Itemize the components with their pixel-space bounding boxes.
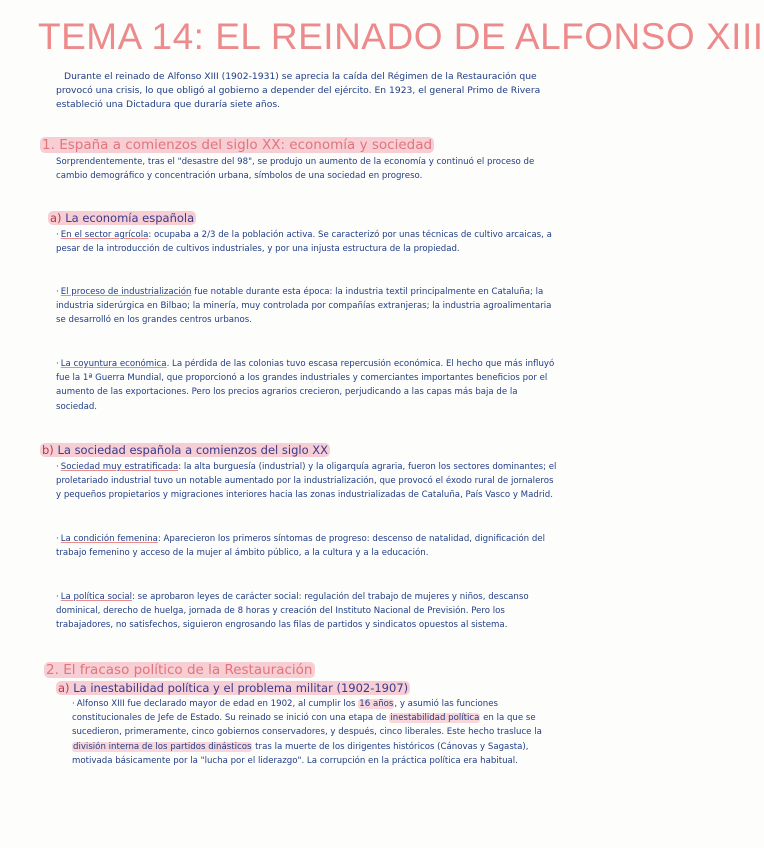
bullet-lead: La condición femenina	[60, 534, 158, 544]
bullet-text: : ocupaba a 2/3 de la población activa. Se caracterizó por unas técnicas de cultivo arcaicas, a pesar de la introducción de cultivos industriales, y por una injusta estructura de la propiedad.	[56, 230, 552, 255]
intro-paragraph	[56, 70, 556, 112]
section-1-number: 1.	[42, 137, 55, 153]
highlighted-text: 16 años	[359, 699, 394, 709]
section-1-intro: Sorprendentemente, tras el "desastre del 98", se produjo un aumento de la economía y continuó el proceso de cambio demográfico y concentración urbana, símbolos de una sociedad en progreso.	[56, 157, 535, 182]
section-1-title: España a comienzos del siglo XX: economía y sociedad	[59, 137, 433, 153]
bullet-lead: La política social	[60, 592, 132, 602]
bullet-politica-social: · La política social: se aprobaron leyes de carácter social: regulación del trabajo de mujeres y niños, descanso dominical, derecho de huelga, jornada de 8 horas y creación del Instituto Nacional de Previsión. Pero los trabajadores, no satisfechos, siguieron engrosando las filas de partidos y sindicatos opuestos al sistema.	[56, 592, 529, 631]
bullet-text: . La pérdida de las colonias tuvo escasa repercusión económica. El hecho que más influyó fue la 1ª Guerra Mundial, que proporcionó a los grandes industriales y comerciantes importantes beneficios por el aumento de las exportaciones. Pero los precios agrarios crecieron, perjudicando a las capas más baja de la sociedad.	[56, 359, 555, 412]
bullet-agricultura: · En el sector agrícola: ocupaba a 2/3 de la población activa. Se caracterizó por unas técnicas de cultivo arcaicas, a pesar de la introducción de cultivos industriales, y por una injusta estructura de la propiedad.	[56, 230, 552, 255]
text-part: tras la muerte de los dirigentes históricos (Cánovas y Sagasta), motivada básicamente por la "lucha por el liderazgo". La corrupción en la práctica política era habitual.	[72, 741, 529, 766]
subsection-2a-heading	[56, 680, 410, 696]
bullet-lead: El proceso de industrialización	[60, 287, 192, 297]
bullet-lead: En el sector agrícola	[60, 230, 149, 240]
bullet-lead: Sociedad muy estratificada	[60, 462, 179, 472]
intro-text: Durante el reinado de Alfonso XIII (1902-1931) se aprecia la caída del Régimen de la Restauración que provocó una crisis, lo que obligó al gobierno a depender del ejército. En 1923, el general Primo de Rivera estableció una Dictadura que duraría siete años.	[56, 71, 541, 110]
subsection-1b-heading	[40, 442, 330, 458]
section-2-number: 2.	[46, 662, 59, 678]
page-title: TEMA 14: EL REINADO DE ALFONSO XIII	[38, 16, 764, 57]
subsection-2a-title: La inestabilidad política y el problema militar (1902-1907)	[73, 681, 409, 695]
section-2-heading	[44, 661, 315, 679]
subsection-1a-heading	[48, 210, 196, 226]
bullet-text: : se aprobaron leyes de carácter social: regulación del trabajo de mujeres y niños, descanso dominical, derecho de huelga, jornada de 8 horas y creación del Instituto Nacional de Previsión. Pero los trabajadores, no satisfechos, siguieron engrosando las filas de partidos y sindicatos opuestos al sistema.	[56, 592, 529, 631]
subsection-1b-title: La sociedad española a comienzos del siglo XX	[57, 443, 329, 457]
bullet-industrializacion: · El proceso de industrialización fue notable durante esta época: la industria textil principalmente en Cataluña; la industria siderúrgica en Bilbao; la minería, muy controlada por compañías extranjeras; la industria agroalimentaria se desarrolló en los grandes centros urbanos.	[56, 287, 552, 326]
text-part: Alfonso XIII fue declarado mayor de edad en 1902, al cumplir los	[76, 699, 359, 709]
text-part: en la que se sucedieron, primeramente, cinco gobiernos conservadores, y después, cinco liberales. Este hecho trasluce la	[72, 713, 542, 738]
bullet-text: fue notable durante esta época: la industria textil principalmente en Cataluña; la industria siderúrgica en Bilbao; la minería, muy controlada por compañías extranjeras; la industria agroalimentaria se desarrolló en los grandes centros urbanos.	[56, 287, 552, 326]
bullet-coyuntura: · La coyuntura económica. La pérdida de las colonias tuvo escasa repercusión económica. El hecho que más influyó fue la 1ª Guerra Mundial, que proporcionó a los grandes industriales y comerciantes importantes beneficios por el aumento de las exportaciones. Pero los precios agrarios crecieron, perjudicando a las capas más baja de la sociedad.	[56, 359, 555, 412]
section-1-heading	[40, 136, 434, 154]
highlighted-text: inestabilidad política	[390, 713, 480, 724]
bullet-text: : Aparecieron los primeros síntomas de progreso: descenso de natalidad, dignificación del trabajo femenino y acceso de la mujer al ámbito público, a la cultura y a la educación.	[56, 534, 545, 559]
bullet-lead: La coyuntura económica	[60, 359, 167, 369]
bullet-inestabilidad: · Alfonso XIII fue declarado mayor de edad en 1902, al cumplir los 16 años, y asumió las funciones constitucionales de Jefe de Estado. Su reinado se inició con una etapa de inestabilidad política en la que se sucedieron, primeramente, cinco gobiernos conservadores, y después, cinco liberales. Este hecho trasluce la división interna de los partidos dinásticos tras la muerte de los dirigentes históricos (Cánovas y Sagasta), motivada básicamente por la "lucha por el liderazgo". La corrupción en la práctica política era habitual.	[72, 699, 542, 766]
text-part: , y asumió las funciones constitucionales de Jefe de Estado. Su reinado se inició con una etapa de	[72, 699, 498, 724]
subsection-1a-title: La economía española	[65, 211, 195, 225]
bullet-text: : la alta burguesía (industrial) y la oligarquía agraria, fueron los sectores dominantes; el proletariado industrial tuvo un notable aumentado por la industrialización, que provocó el éxodo rural de jornaleros y pequeños propietarios y migraciones interiores hacia las zonas industrializadas de Cataluña, País Vasco y Madrid.	[56, 462, 557, 501]
subsection-1b-label: b)	[42, 443, 54, 457]
subsection-2a-label: a)	[58, 681, 70, 695]
highlighted-text: división interna de los partidos dinásticos	[73, 741, 252, 752]
section-2-title: El fracaso político de la Restauración	[63, 662, 313, 678]
bullet-sociedad: · Sociedad muy estratificada: la alta burguesía (industrial) y la oligarquía agraria, fueron los sectores dominantes; el proletariado industrial tuvo un notable aumentado por la industrialización, que provocó el éxodo rural de jornaleros y pequeños propietarios y migraciones interiores hacia las zonas industrializadas de Cataluña, País Vasco y Madrid.	[56, 462, 557, 501]
subsection-1a-label: a)	[50, 211, 62, 225]
bullet-condicion-femenina: · La condición femenina: Aparecieron los primeros síntomas de progreso: descenso de natalidad, dignificación del trabajo femenino y acceso de la mujer al ámbito público, a la cultura y a la educación.	[56, 534, 545, 559]
